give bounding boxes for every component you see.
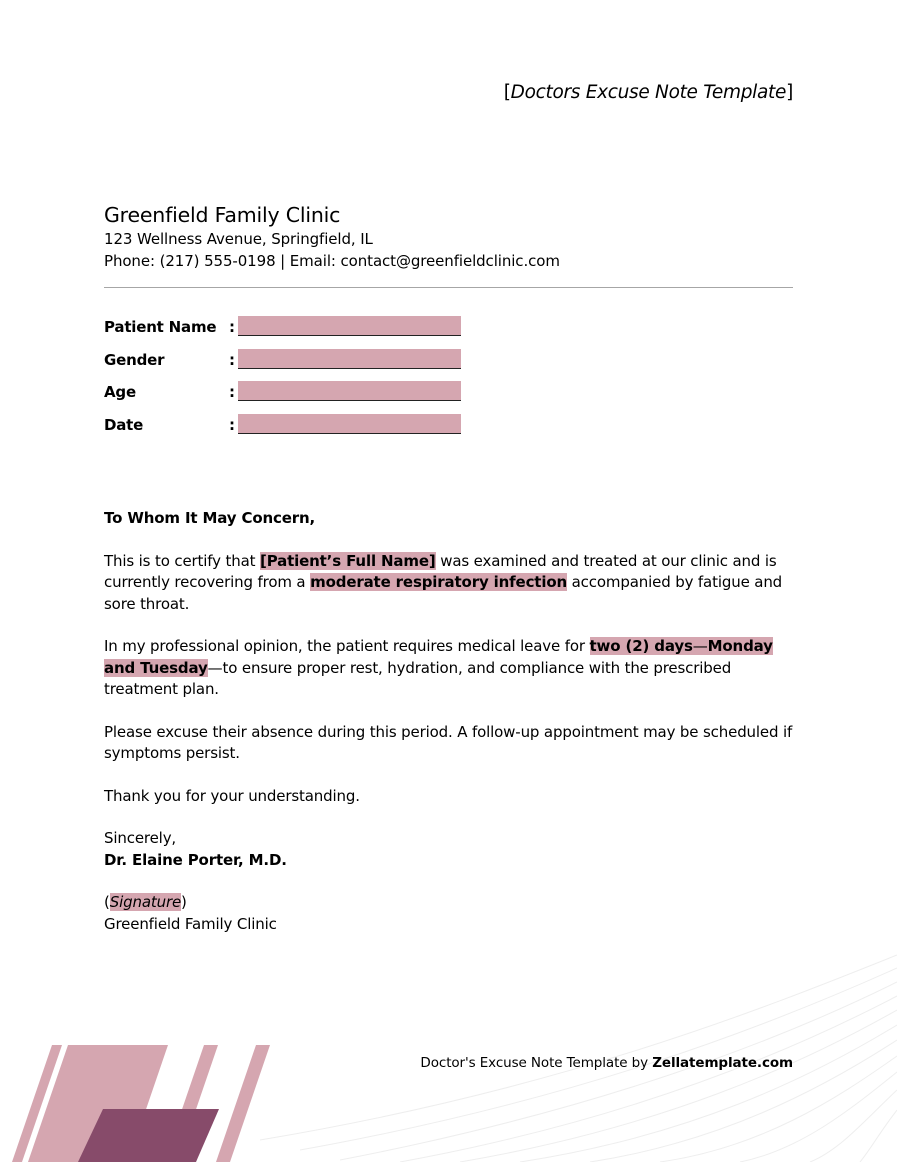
field-colon: : xyxy=(229,415,235,434)
signature-open: ( xyxy=(104,893,110,911)
signature-close: ) xyxy=(181,893,187,911)
p1-text-b: was examined and treated at our clinic and is currently recovering from a xyxy=(104,551,777,591)
signature-placeholder[interactable]: Signature xyxy=(109,893,182,911)
p2-text-b: —to ensure proper rest, hydration, and compliance with the prescribed treatment plan. xyxy=(104,658,732,698)
letter-body xyxy=(104,508,794,935)
footer-credit-site: Zellatemplate.com xyxy=(652,1055,793,1071)
gender-field[interactable] xyxy=(238,349,461,369)
duration-text: two (2) days xyxy=(589,637,693,655)
decor-stripe-thin-1 xyxy=(164,1045,218,1162)
decor-stripe-large xyxy=(28,1045,168,1162)
clinic-name: Greenfield Family Clinic xyxy=(104,203,341,227)
condition-highlight[interactable]: moderate respiratory infection xyxy=(310,573,568,591)
field-label: Age xyxy=(104,383,136,401)
signer-name: Dr. Elaine Porter, M.D. xyxy=(104,850,287,869)
field-label: Date xyxy=(104,415,144,434)
clinic-header xyxy=(104,203,794,272)
dash: — xyxy=(692,637,708,655)
decor-block-dark xyxy=(78,1109,219,1162)
paragraph-excuse: Please excuse their absence during this period. A follow-up appointment may be scheduled if symptoms persist. xyxy=(104,722,793,762)
p2-text-a: In my professional opinion, the patient requires medical leave for xyxy=(104,637,590,655)
signature-line xyxy=(104,892,794,914)
field-colon: : xyxy=(229,350,235,369)
patient-name-placeholder[interactable]: [Patient’s Full Name] xyxy=(259,551,436,570)
field-colon: : xyxy=(229,383,235,401)
paragraph-thanks: Thank you for your understanding. xyxy=(104,786,360,805)
p1-text-a: This is to certify that xyxy=(104,551,260,570)
patient-name-field[interactable] xyxy=(238,316,461,336)
title-text: Doctors Excuse Note Template xyxy=(510,82,787,103)
paragraph-certification xyxy=(104,551,794,616)
paragraph-opinion xyxy=(104,636,794,701)
greeting: To Whom It May Concern, xyxy=(104,509,316,527)
decor-stripe-small xyxy=(12,1045,62,1162)
title-open-bracket: [ xyxy=(503,82,511,103)
decor-stripe-thin-2 xyxy=(216,1045,270,1162)
title-close-bracket: ] xyxy=(786,82,793,103)
footer-credit-prefix: Doctor's Excuse Note Template by xyxy=(420,1055,653,1071)
leave-days-text: Monday and Tuesday xyxy=(104,637,773,677)
header-divider xyxy=(104,287,793,288)
footer-credit xyxy=(420,1055,793,1071)
date-field[interactable] xyxy=(238,414,461,434)
clinic-contact: Phone: (217) 555-0198 | Email: contact@greenfieldclinic.com xyxy=(104,252,560,270)
signature-organization: Greenfield Family Clinic xyxy=(104,914,277,933)
field-label: Patient Name xyxy=(104,318,217,336)
clinic-address: 123 Wellness Avenue, Springfield, IL xyxy=(104,230,373,248)
p1-text-c: accompanied by fatigue and sore throat. xyxy=(104,573,783,613)
field-label: Gender xyxy=(104,350,165,369)
age-field[interactable] xyxy=(238,381,461,401)
closing: Sincerely, xyxy=(104,829,177,847)
field-colon: : xyxy=(229,318,235,336)
template-title xyxy=(504,82,793,103)
